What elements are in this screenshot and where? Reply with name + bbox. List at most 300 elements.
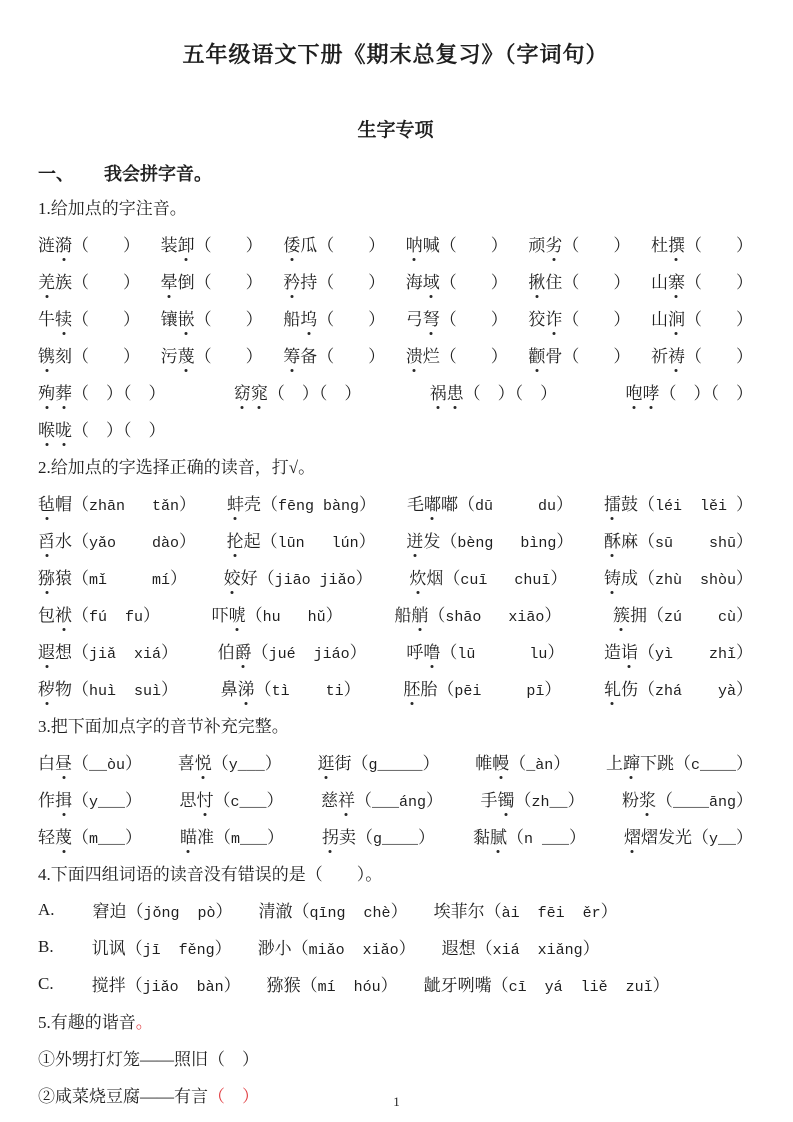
pinyin-options: mí hóu: [317, 979, 381, 996]
answer-blank: （ ）: [684, 236, 753, 255]
answer-blank: （____āng）: [655, 791, 753, 811]
term-item: [258, 934, 416, 959]
word: 筹备: [283, 342, 317, 367]
word: 遐想: [38, 638, 72, 663]
term-item: [161, 342, 263, 367]
worksheet-row: [38, 521, 753, 558]
term-item: [227, 490, 376, 515]
word: 羌族: [38, 268, 72, 293]
answer-blank: （ ）: [562, 347, 631, 366]
answer-blank: （yì zhǐ）: [637, 643, 753, 663]
word: 污蔑: [161, 342, 195, 367]
q5-item-1: [38, 1039, 753, 1076]
word: 呐喊: [406, 231, 440, 256]
word: 呼噜: [406, 638, 440, 663]
answer-blank: （ ）: [562, 236, 631, 255]
q1-rows: [38, 225, 753, 447]
answer-blank: （jǒng pò）: [126, 902, 233, 922]
answer-blank: （lū lu）: [440, 643, 565, 663]
pinyin-options: qīng chè: [309, 905, 391, 922]
term-item: [321, 786, 443, 811]
q4-option-row: [38, 891, 753, 928]
answer-blank: （__òu）: [72, 754, 143, 774]
answer-blank: （zhān tǎn）: [72, 495, 197, 515]
answer-blank: （dū du）: [457, 495, 573, 515]
answer-blank: （ ）（ ）: [659, 384, 753, 403]
word: 上蹿下跳: [606, 749, 674, 774]
pinyin-options: huì suì: [89, 683, 162, 700]
term-item: [606, 749, 753, 774]
term-item: [604, 675, 753, 700]
term-item: [93, 897, 233, 922]
term-item: [38, 416, 166, 441]
pinyin-options: ài fēi ěr: [501, 905, 601, 922]
answer-blank: （ ）: [317, 310, 386, 329]
option-label: A.: [38, 899, 55, 919]
answer-blank: （jiǎ xiá）: [72, 643, 179, 663]
pinyin-options: y___: [89, 794, 126, 811]
answer-blank: （jiāo jiǎo）: [257, 569, 373, 589]
answer-blank: （m___）: [213, 828, 284, 848]
answer-blank: （m___）: [72, 828, 143, 848]
term-item: [92, 934, 232, 959]
answer-blank: （ ）（ ）: [463, 384, 558, 403]
word: 狡诈: [528, 305, 562, 330]
answer-blank: （ ）: [317, 273, 386, 292]
word: 迸发: [406, 527, 440, 552]
q5-item-2-blank: （ ）: [208, 1087, 259, 1106]
word: 装卸: [161, 231, 195, 256]
pinyin-options: mǐ mí: [89, 572, 171, 589]
answer-blank: （ ）: [194, 347, 263, 366]
word: 炊烟: [409, 564, 443, 589]
pinyin-options: bèng bìng: [457, 535, 557, 552]
pinyin-options: __òu: [89, 757, 126, 774]
answer-blank: （ ）（ ）: [72, 421, 166, 440]
q4-option-row: [38, 928, 753, 965]
pinyin-options: c____: [690, 757, 736, 774]
answer-blank: （zhù shòu）: [637, 569, 753, 589]
pinyin-options: pēi pī: [454, 683, 545, 700]
answer-blank: （mí hóu）: [300, 976, 398, 996]
word: 粉浆: [622, 786, 656, 811]
word: 手镯: [480, 786, 514, 811]
term-item: [475, 749, 570, 774]
word: 殉葬: [38, 379, 72, 404]
pinyin-options: ___áng: [371, 794, 426, 811]
word: 溃烂: [406, 342, 440, 367]
word: 轧伤: [604, 675, 638, 700]
word: 熠熠发光: [624, 823, 692, 848]
answer-blank: （ ）: [439, 310, 508, 329]
term-item: [604, 490, 753, 515]
term-item: [283, 268, 385, 293]
word: 揪住: [528, 268, 562, 293]
q5-item-1-blank: （ ）: [208, 1050, 259, 1069]
answer-blank: （ ）: [317, 236, 386, 255]
term-item: [406, 305, 508, 330]
answer-blank: （jué jiáo）: [251, 643, 367, 663]
word: 胚胎: [403, 675, 437, 700]
worksheet-row: [38, 780, 753, 817]
answer-blank: （ ）（ ）: [267, 384, 362, 403]
pinyin-options: m___: [89, 831, 126, 848]
pinyin-options: jiǎ xiá: [89, 646, 162, 663]
q1-prompt: 1.给加点的字注音。: [38, 199, 187, 218]
pinyin-options: zhù shòu: [654, 572, 736, 589]
word: 船坞: [283, 305, 317, 330]
term-item: [38, 342, 140, 367]
q2-rows: [38, 484, 753, 706]
answer-blank: （xiá xiǎng）: [475, 939, 600, 959]
q2-prompt: 2.给加点的字选择正确的读音，打√。: [38, 458, 316, 477]
term-item: [406, 527, 573, 552]
term-item: [651, 268, 753, 293]
term-item: [212, 601, 343, 626]
pinyin-options: g____: [372, 831, 418, 848]
term-item: [38, 638, 178, 663]
answer-blank: （hu hǔ）: [245, 606, 343, 626]
term-item: [179, 786, 283, 811]
answer-blank: （ ）（ ）: [72, 384, 166, 403]
word: 龇牙咧嘴: [423, 976, 492, 995]
answer-blank: （y___）: [72, 791, 143, 811]
worksheet-row: [38, 299, 753, 336]
answer-blank: （miǎo xiǎo）: [291, 939, 416, 959]
q5-prompt-period: 。: [135, 1013, 153, 1032]
term-item: [473, 823, 586, 848]
term-item: [161, 305, 263, 330]
answer-blank: （___áng）: [354, 791, 443, 811]
answer-blank: （y___）: [211, 754, 282, 774]
term-item: [528, 268, 630, 293]
worksheet-row: [38, 410, 753, 447]
term-item: [322, 823, 435, 848]
word: 埃菲尔: [433, 902, 485, 921]
worksheet-row: [38, 558, 753, 595]
term-item: [267, 971, 398, 996]
word: 毛嘟嘟: [407, 490, 458, 515]
term-item: [317, 749, 439, 774]
page-title: 五年级语文下册《期末总复习》（字词句）: [182, 42, 609, 67]
pinyin-options: dū du: [474, 498, 556, 515]
pinyin-options: sū shū: [654, 535, 736, 552]
word: 矜持: [283, 268, 317, 293]
word: 涟漪: [38, 231, 72, 256]
pinyin-options: g_____: [368, 757, 423, 774]
worksheet-row: [38, 373, 753, 410]
pinyin-options: zú cù: [663, 609, 736, 626]
term-item: [528, 231, 630, 256]
term-item: [409, 564, 567, 589]
pinyin-options: jǒng pò: [143, 905, 216, 922]
term-item: [218, 638, 367, 663]
pinyin-options: miǎo xiǎo: [308, 942, 399, 959]
word: 喉咙: [38, 416, 72, 441]
term-item: [406, 231, 508, 256]
section-heading: [38, 158, 753, 188]
term-item: [283, 342, 385, 367]
answer-blank: （mǐ mí）: [72, 569, 188, 589]
pinyin-options: ____āng: [672, 794, 736, 811]
pinyin-options: yǎo dào: [89, 535, 180, 552]
answer-blank: （ ）: [194, 310, 263, 329]
section-subtitle: 生字专项: [357, 120, 434, 141]
answer-blank: （zhá yà）: [637, 680, 753, 700]
word: 咆哮: [625, 379, 659, 404]
answer-blank: （ài fēi ěr）: [484, 902, 618, 922]
term-item: [221, 675, 361, 700]
worksheet-row: [38, 669, 753, 706]
pinyin-options: zh__: [531, 794, 568, 811]
word: 造诣: [604, 638, 638, 663]
term-item: [406, 638, 564, 663]
section-heading-text: 我会拼字音。: [104, 164, 212, 184]
answer-blank: （fēng bàng）: [260, 495, 376, 515]
word: 蚌壳: [227, 490, 261, 515]
pinyin-options: shāo xiāo: [445, 609, 545, 626]
page-number: 1: [393, 1094, 400, 1109]
word: 轻蔑: [38, 823, 72, 848]
term-item: [38, 490, 196, 515]
word: 酥麻: [604, 527, 638, 552]
term-item: [234, 379, 362, 404]
answer-blank: （ ）: [72, 273, 140, 292]
term-item: [180, 823, 284, 848]
pinyin-options: m___: [230, 831, 267, 848]
answer-blank: （huì suì）: [72, 680, 179, 700]
answer-blank: （g____）: [355, 828, 435, 848]
term-item: [38, 305, 140, 330]
word: 舀水: [38, 527, 72, 552]
pinyin-options: zhá yà: [654, 683, 736, 700]
term-item: [651, 342, 753, 367]
word: 逛街: [317, 749, 351, 774]
term-item: [403, 675, 561, 700]
term-item: [528, 342, 630, 367]
word: 窈窕: [234, 379, 268, 404]
term-item: [38, 527, 196, 552]
word: 铸成: [604, 564, 638, 589]
term-item: [622, 786, 753, 811]
term-item: [480, 786, 584, 811]
term-item: [604, 638, 753, 663]
answer-blank: （ ）: [439, 273, 508, 292]
answer-blank: （n ___）: [506, 828, 586, 848]
word: 思忖: [179, 786, 213, 811]
q5-item-2-text: ②咸菜烧豆腐——有言: [38, 1087, 208, 1106]
pinyin-options: c___: [230, 794, 267, 811]
word: 遐想: [441, 939, 476, 958]
answer-blank: （y__）: [691, 828, 753, 848]
word: 杜撰: [651, 231, 685, 256]
option-label: B.: [38, 936, 54, 956]
pinyin-options: cuī chuī: [460, 572, 551, 589]
worksheet-row: [38, 484, 753, 521]
term-item: [613, 601, 753, 626]
term-item: [38, 786, 142, 811]
term-item: [227, 527, 376, 552]
term-item: [38, 823, 142, 848]
word: 晕倒: [161, 268, 195, 293]
term-item: [406, 342, 508, 367]
word: 黏腻: [473, 823, 507, 848]
answer-blank: （c___）: [213, 791, 284, 811]
word: 慈祥: [321, 786, 355, 811]
word: 讥讽: [91, 939, 126, 958]
answer-blank: （jiǎo bàn）: [125, 976, 241, 996]
answer-blank: （ ）: [684, 310, 753, 329]
q5-prompt-text: 5.有趣的谐音: [38, 1013, 136, 1032]
term-item: [178, 749, 282, 774]
term-item: [430, 379, 558, 404]
word: 包袱: [38, 601, 72, 626]
term-item: [434, 897, 618, 922]
q4-prompt: 4.下面四组词语的读音没有错误的是（ ）。: [38, 865, 383, 884]
pinyin-options: y__: [708, 831, 736, 848]
answer-blank: （_àn）: [509, 754, 571, 774]
worksheet-row: [38, 336, 753, 373]
answer-blank: （ ）: [72, 310, 140, 329]
word: 清澈: [258, 902, 293, 921]
word: 猕猿: [38, 564, 72, 589]
answer-blank: （qīng chè）: [292, 902, 408, 922]
answer-blank: （zh__）: [514, 791, 585, 811]
answer-blank: （shāo xiāo）: [428, 606, 562, 626]
word: 喜悦: [178, 749, 212, 774]
section-number: 一、: [38, 164, 74, 184]
answer-blank: （c____）: [673, 754, 753, 774]
pinyin-options: tì ti: [271, 683, 344, 700]
word: 颧骨: [528, 342, 562, 367]
pinyin-options: xiá xiǎng: [492, 942, 583, 959]
word: 窘迫: [92, 902, 127, 921]
term-item: [161, 268, 263, 293]
word: 姣好: [224, 564, 258, 589]
worksheet-row: [38, 262, 753, 299]
word: 牛犊: [38, 305, 72, 330]
word: 镌刻: [38, 342, 72, 367]
q4-option-row: [38, 965, 753, 1002]
option-label: C.: [38, 973, 54, 993]
word: 簇拥: [613, 601, 647, 626]
word: 吓唬: [212, 601, 246, 626]
answer-blank: （ ）: [317, 347, 386, 366]
answer-blank: （sū shū）: [637, 532, 753, 552]
term-item: [442, 934, 600, 959]
answer-blank: （ ）: [439, 347, 508, 366]
answer-blank: （bèng bìng）: [440, 532, 574, 552]
answer-blank: （ ）: [562, 310, 631, 329]
pinyin-options: jiǎo bàn: [142, 979, 224, 996]
term-item: [424, 971, 670, 996]
q5-item-1-text: ①外甥打灯笼——照旧: [38, 1050, 208, 1069]
word: 擂鼓: [604, 490, 638, 515]
word: 镶嵌: [161, 305, 195, 330]
word: 伯爵: [218, 638, 252, 663]
word: 海域: [406, 268, 440, 293]
pinyin-options: yì zhǐ: [654, 646, 736, 663]
answer-blank: （ ）: [684, 347, 753, 366]
pinyin-options: fēng bàng: [277, 498, 359, 515]
term-item: [283, 305, 385, 330]
word: 倭瓜: [283, 231, 317, 256]
term-item: [604, 527, 753, 552]
term-item: [625, 379, 753, 404]
answer-blank: （ ）: [684, 273, 753, 292]
answer-blank: （ ）: [194, 273, 263, 292]
word: 山涧: [651, 305, 685, 330]
answer-blank: （zú cù）: [646, 606, 753, 626]
term-item: [259, 897, 408, 922]
word: 山寨: [651, 268, 685, 293]
answer-blank: （lūn lún）: [260, 532, 376, 552]
term-item: [38, 268, 140, 293]
pinyin-options: zhān tǎn: [89, 498, 180, 515]
term-item: [92, 971, 241, 996]
word: 瞄准: [180, 823, 214, 848]
q5-prompt: [38, 1002, 753, 1039]
answer-blank: （cuī chuī）: [443, 569, 568, 589]
word: 渺小: [257, 939, 292, 958]
answer-blank: （g_____）: [351, 754, 440, 774]
word: 秽物: [38, 675, 72, 700]
term-item: [161, 231, 263, 256]
term-item: [38, 379, 166, 404]
term-item: [651, 305, 753, 330]
answer-blank: （léi lěi ）: [637, 495, 753, 515]
word: 毡帽: [38, 490, 72, 515]
word: 白昼: [38, 749, 72, 774]
answer-blank: （yǎo dào）: [72, 532, 197, 552]
term-item: [406, 268, 508, 293]
pinyin-options: lūn lún: [277, 535, 359, 552]
worksheet-row: [38, 225, 753, 262]
answer-blank: （ ）: [72, 236, 140, 255]
pinyin-options: jiāo jiǎo: [274, 572, 356, 589]
term-item: [38, 675, 178, 700]
term-item: [407, 490, 573, 515]
pinyin-options: y___: [228, 757, 265, 774]
pinyin-options: jī fěng: [142, 942, 215, 959]
term-item: [38, 749, 142, 774]
pinyin-options: jué jiáo: [268, 646, 350, 663]
word: 搅拌: [91, 976, 126, 995]
word: 拐卖: [322, 823, 356, 848]
q3-prompt: 3.把下面加点字的音节补充完整。: [38, 717, 289, 736]
term-item: [38, 564, 187, 589]
word: 帷幔: [475, 749, 509, 774]
answer-blank: （ ）: [194, 236, 263, 255]
term-item: [283, 231, 385, 256]
answer-blank: （pēi pī）: [437, 680, 562, 700]
answer-blank: （cī yá liě zuǐ）: [491, 976, 670, 996]
term-item: [624, 823, 753, 848]
word: 弓弩: [406, 305, 440, 330]
word: 船艄: [394, 601, 428, 626]
term-item: [604, 564, 753, 589]
pinyin-options: léi lěi: [654, 498, 736, 515]
pinyin-options: hu hǔ: [262, 609, 326, 626]
worksheet-row: [38, 595, 753, 632]
word: 抡起: [227, 527, 261, 552]
worksheet-row: [38, 817, 753, 854]
worksheet-row: [38, 743, 753, 780]
word: 作揖: [38, 786, 72, 811]
term-item: [528, 305, 630, 330]
term-item: [38, 601, 160, 626]
word: 祸患: [430, 379, 464, 404]
